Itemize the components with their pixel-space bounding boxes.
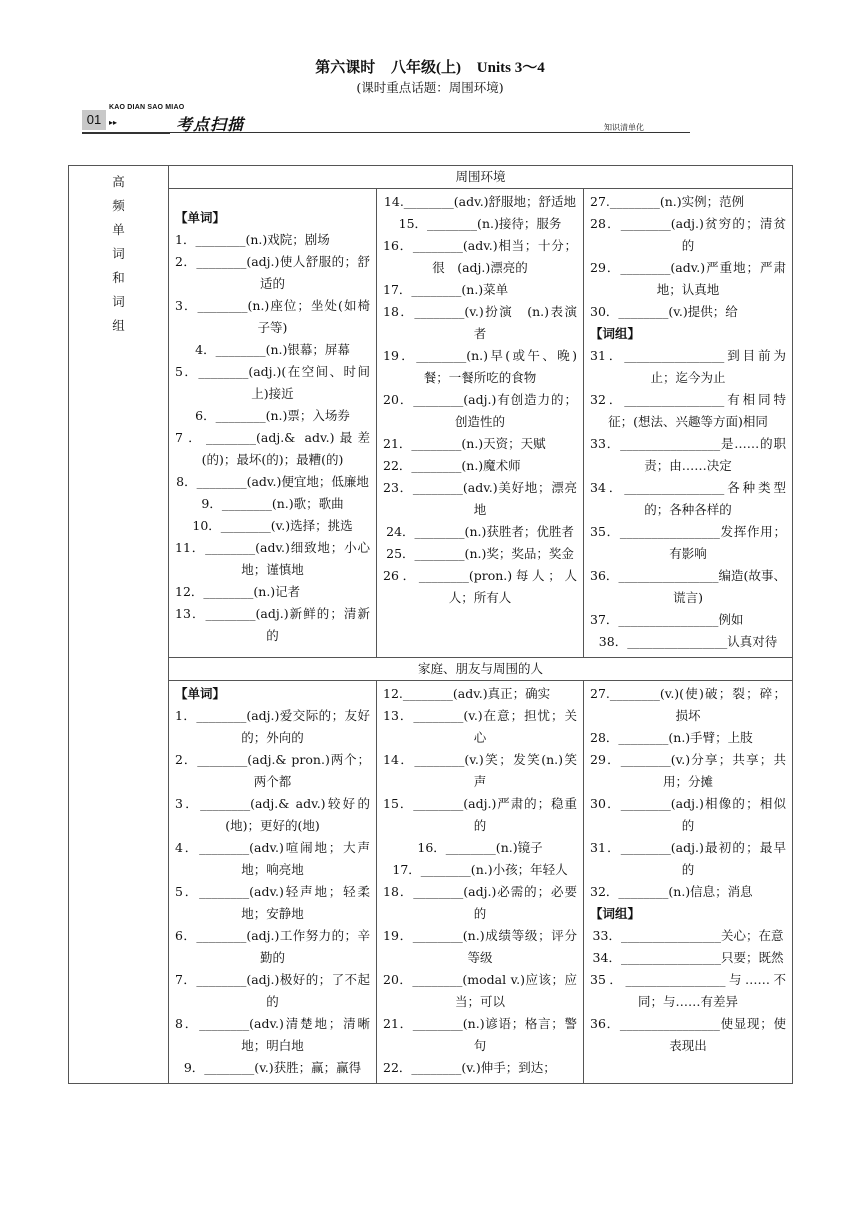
- vocab-item: 12．________(n.)记者: [175, 584, 301, 599]
- vocab-item: 9．________(n.)歌；歌曲: [201, 496, 344, 511]
- vocab-item: 17．________(n.)小孩；年轻人: [392, 862, 568, 877]
- vocab-item: 30．________(adj.)相像的；相似的: [590, 796, 787, 833]
- title-grade: 八年级(上): [391, 60, 462, 76]
- vocab-item: 18．________(v.)扮演 (n.)表演者: [383, 304, 577, 341]
- vocab-item: 14．________(v.)笑；发笑(n.)笑声: [383, 752, 577, 789]
- double-arrow-icon: ▸▸: [109, 118, 118, 127]
- vocab-item: 24．________(n.)获胜者；优胜者: [386, 524, 574, 539]
- banner-number: 01: [82, 110, 106, 130]
- vocab-item: 31．________(adj.)最初的；最早的: [590, 840, 787, 877]
- vocab-item: 8．________(adv.)便宜地；低廉地: [176, 474, 369, 489]
- vocab-item: 29．________(adv.)严重地；严肃地；认真地: [590, 260, 787, 297]
- vocab-item: 20．________(adj.)有创造力的；创造性的: [383, 392, 577, 429]
- vocab-item: 22．________(n.)魔术师: [383, 458, 521, 473]
- vocab-item: 4．________(adv.)喧闹地；大声地；响亮地: [175, 840, 370, 877]
- page-title: [0, 56, 860, 77]
- phrase-item: 33．________________是……的职责；由……决定: [590, 436, 787, 473]
- vocab-item: 20．________(modal v.)应该；应当；可以: [383, 972, 577, 1009]
- vocab-item: 32．________(n.)信息；消息: [590, 884, 753, 899]
- vocab-item: 12.________(adv.)真正；确实: [383, 686, 551, 701]
- vocab-item: 3．________(n.)座位；坐处(如椅子等): [175, 298, 370, 335]
- vocab-item: 5．________(adj.)(在空间、时间上)接近: [175, 364, 370, 401]
- vocab-item: 15．________(adj.)严肃的；稳重的: [383, 796, 577, 833]
- vocab-item: 19．________(n.)早(或午、晚)餐；一餐所吃的食物: [383, 348, 577, 385]
- banner-subtitle: 知识清单化: [604, 123, 644, 132]
- title-lesson: 第六课时: [315, 60, 376, 76]
- phrase-item: 35．________________与……不同；与……有差异: [590, 972, 787, 1009]
- section-heading-family-friends: 家庭、朋友与周围的人: [169, 658, 793, 681]
- section-banner: [82, 104, 690, 134]
- words-label: 【单词】: [175, 210, 226, 225]
- vocab-item: 6．________(n.)票；入场券: [195, 408, 350, 423]
- vocab-item: 8．________(adv.)清楚地；清晰地；明白地: [175, 1016, 370, 1053]
- vocab-item: 6．________(adj.)工作努力的；辛勤的: [175, 928, 370, 965]
- banner-divider: [109, 132, 690, 133]
- vocab-item: 7．________(adj.& adv.)最差(的)；最坏(的)；最糟(的): [175, 430, 370, 467]
- phrase-item: 37．________________例如: [590, 612, 744, 627]
- vocab-item: 2．________(adj.)使人舒服的；舒适的: [175, 254, 370, 291]
- vocab-item: 4．________(n.)银幕；屏幕: [195, 342, 350, 357]
- section1-column-1: [169, 189, 377, 658]
- vocab-item: 1．________(n.)戏院；剧场: [175, 232, 330, 247]
- vocab-item: 27.________(v.)(使)破；裂；碎；损坏: [590, 686, 787, 723]
- phrase-item: 32．________________有相同特征；(想法、兴趣等方面)相同: [590, 392, 787, 429]
- vocab-item: 28．________(adj.)贫穷的；清贫的: [590, 216, 787, 253]
- vocab-item: 21．________(n.)天资；天赋: [383, 436, 546, 451]
- section-heading-surroundings: 周围环境: [169, 166, 793, 189]
- vocab-item: 26．________(pron.)每人；人人；所有人: [383, 568, 577, 605]
- phrase-item: 36．________________使显现；使表现出: [590, 1016, 787, 1053]
- vocab-item: 15．________(n.)接待；服务: [398, 216, 562, 231]
- vocab-item: 30．________(v.)提供；给: [590, 304, 738, 319]
- words-label: 【单词】: [175, 686, 226, 701]
- phrases-label: 【词组】: [590, 326, 641, 341]
- vocab-item: 23．________(adv.)美好地；漂亮地: [383, 480, 577, 517]
- vocab-item: 28．________(n.)手臂；上肢: [590, 730, 753, 745]
- phrase-item: 35．________________发挥作用；有影响: [590, 524, 787, 561]
- vocab-item: 29．________(v.)分享；共享；共用；分摊: [590, 752, 787, 789]
- title-units: Units 3～4: [476, 60, 545, 76]
- vocab-item: 14.________(adv.)舒服地；舒适地: [383, 194, 577, 209]
- page-subtitle: (课时重点话题：周围环境): [356, 80, 504, 95]
- phrase-item: 31．________________到目前为止；迄今为止: [590, 348, 787, 385]
- vocab-item: 10．________(v.)选择；挑选: [192, 518, 353, 533]
- vocab-table: [68, 165, 793, 1084]
- banner-title: 考点扫描: [176, 115, 245, 134]
- vocab-item: 2．________(adj.& pron.)两个；两个都: [175, 752, 370, 789]
- vocab-item: 17．________(n.)菜单: [383, 282, 509, 297]
- vocab-item: 13．________(adj.)新鲜的；清新的: [175, 606, 370, 643]
- vocab-item: 11．________(adv.)细致地；小心地；谨慎地: [175, 540, 370, 577]
- vocab-item: 7．________(adj.)极好的；了不起的: [175, 972, 370, 1009]
- banner-pinyin: KAO DIAN SAO MIAO: [109, 104, 185, 111]
- phrase-item: 34．________________各种类型的；各种各样的: [590, 480, 787, 517]
- section2-column-3: [584, 681, 793, 1084]
- vocab-item: 21．________(n.)谚语；格言；警句: [383, 1016, 577, 1053]
- phrases-label: 【词组】: [590, 906, 641, 921]
- vocab-item: 25．________(n.)奖；奖品；奖金: [386, 546, 574, 561]
- vocab-item: 13．________(v.)在意；担忧；关心: [383, 708, 577, 745]
- side-label: 高 频 单 词 和 词 组: [69, 166, 169, 1084]
- section1-column-2: [377, 189, 584, 658]
- vocab-item: 22．________(v.)伸手；到达；: [383, 1060, 556, 1075]
- vocab-item: 18．________(adj.)必需的；必要的: [383, 884, 577, 921]
- vocab-item: 3．________(adj.& adv.)较好的(地)；更好的(地): [175, 796, 370, 833]
- phrase-item: 38．________________认真对待: [598, 634, 778, 649]
- vocab-item: 27.________(n.)实例；范例: [590, 194, 745, 209]
- vocab-item: 19．________(n.)成绩等级；评分等级: [383, 928, 577, 965]
- vocab-item: 16．________(n.)镜子: [417, 840, 543, 855]
- section2-column-2: [377, 681, 584, 1084]
- phrase-item: 34．________________只要；既然: [592, 950, 784, 965]
- vocab-item: 16．________(adv.)相当；十分；很 (adj.)漂亮的: [383, 238, 577, 275]
- vocab-item: 9．________(v.)获胜；赢；赢得: [183, 1060, 362, 1075]
- vocab-item: 5．________(adv.)轻声地；轻柔地；安静地: [175, 884, 370, 921]
- section1-column-3: [584, 189, 793, 658]
- phrase-item: 33．________________关心；在意: [592, 928, 784, 943]
- vocab-item: 1．________(adj.)爱交际的；友好的；外向的: [175, 708, 370, 745]
- phrase-item: 36．________________编造(故事、谎言): [590, 568, 787, 605]
- section2-column-1: [169, 681, 377, 1084]
